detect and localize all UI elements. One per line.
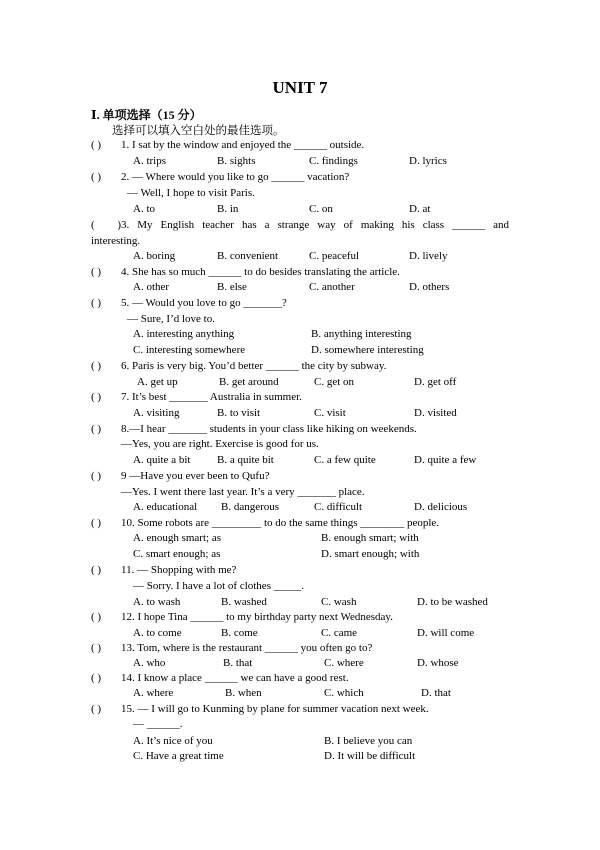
question-stem: 8.—I hear _______ students in your class like hiking on weekends. (121, 423, 417, 435)
option: C. interesting somewhere (133, 344, 246, 356)
option: B. enough smart; with (321, 532, 419, 544)
question-11 (91, 563, 236, 577)
option: D. whose (417, 657, 459, 669)
question-continuation: interesting. (91, 235, 141, 247)
option: C. wash (321, 596, 357, 608)
option: A. where (133, 687, 174, 699)
option: A. other (133, 281, 170, 293)
option: A. It’s nice of you (133, 735, 213, 747)
option: A. educational (133, 501, 198, 513)
question-stem: 12. I hope Tina ______ to my birthday party next Wednesday. (121, 611, 393, 623)
answer-bracket: ( ) (91, 564, 102, 576)
option: A. to come (133, 627, 182, 639)
answer-bracket: ( ) (91, 423, 102, 435)
answer-bracket: ( ) (91, 266, 102, 278)
option: D. get off (414, 376, 457, 388)
option: B. that (223, 657, 253, 669)
option: D. at (409, 203, 431, 215)
option: B. sights (217, 155, 256, 167)
option: A. who (133, 657, 166, 669)
option: D. quite a few (414, 454, 477, 466)
option: B. come (221, 627, 258, 639)
option: D. that (421, 687, 451, 699)
question-4 (91, 265, 400, 279)
option: D. smart enough; with (321, 548, 420, 560)
answer-bracket: ( ) (91, 139, 102, 151)
answer-bracket: ( ) (91, 672, 102, 684)
question-6 (91, 359, 386, 373)
option: A. boring (133, 250, 176, 262)
question-stem: 6. Paris is very big. You’d better ______ the city by subway. (121, 360, 387, 372)
question-10 (91, 516, 439, 530)
answer-bracket: ( ) (91, 703, 102, 715)
option: C. get on (314, 376, 355, 388)
option: C. came (321, 627, 358, 639)
question-stem: 7. It’s best _______ Australia in summer. (121, 391, 302, 403)
option: D. to be washed (417, 596, 488, 608)
question-12 (91, 610, 393, 624)
question-14 (91, 671, 349, 685)
option: A. quite a bit (133, 454, 191, 466)
answer-bracket: ( ) (91, 642, 102, 654)
option: B. washed (221, 596, 267, 608)
question-continuation: — Well, I hope to visit Paris. (127, 187, 255, 199)
question-2 (91, 170, 349, 184)
option: C. findings (309, 155, 358, 167)
instruction: 选择可以填入空白处的最佳选项。 (112, 125, 285, 137)
option: B. anything interesting (311, 328, 412, 340)
question-stem: 14. I know a place ______ we can have a good rest. (121, 672, 349, 684)
option: A. get up (137, 376, 178, 388)
section-heading: Ⅰ. 单项选择（15 分） (91, 108, 202, 122)
question-7 (91, 390, 302, 404)
question-continuation: —Yes, you are right. Exercise is good for us. (121, 438, 319, 450)
question-13 (91, 641, 372, 655)
answer-bracket: ( ) (91, 470, 102, 482)
question-stem: 3. My English teacher has a strange way of making his class ______ and (121, 219, 509, 231)
answer-bracket: ( ) (91, 219, 121, 231)
option: D. somewhere interesting (311, 344, 424, 356)
option: C. smart enough; as (133, 548, 221, 560)
option: C. another (309, 281, 355, 293)
page-title: UNIT 7 (272, 78, 328, 97)
question-continuation: — Sure, I’d love to. (127, 313, 215, 325)
question-15 (91, 702, 429, 716)
option: A. enough smart; as (133, 532, 221, 544)
question-stem: 10. Some robots are _________ to do the same things ________ people. (121, 517, 440, 529)
question-1 (91, 138, 364, 152)
question-stem: 5. — Would you love to go _______? (121, 297, 287, 309)
option: A. visiting (133, 407, 180, 419)
option: B. when (225, 687, 262, 699)
option: A. to (133, 203, 155, 215)
question-continuation: — ______. (133, 718, 183, 730)
option: C. Have a great time (133, 750, 224, 762)
option: C. peaceful (309, 250, 360, 262)
question-continuation: —Yes. I went there last year. It’s a very _______ place. (121, 486, 365, 498)
option: B. get around (219, 376, 279, 388)
option: A. interesting anything (133, 328, 235, 340)
option: D. will come (417, 627, 475, 639)
option: B. convenient (217, 250, 279, 262)
option: C. a few quite (314, 454, 376, 466)
answer-bracket: ( ) (91, 297, 102, 309)
option: D. others (409, 281, 450, 293)
question-8 (91, 422, 417, 436)
option: B. in (217, 203, 239, 215)
question-9 (91, 469, 269, 483)
option: C. visit (314, 407, 346, 419)
option: B. to visit (217, 407, 261, 419)
question-5 (91, 296, 287, 310)
option: D. visited (414, 407, 457, 419)
option: B. else (217, 281, 247, 293)
option: B. dangerous (221, 501, 280, 513)
option: C. where (324, 657, 364, 669)
option: C. difficult (314, 501, 363, 513)
question-stem: 13. Tom, where is the restaurant ______ you often go to? (121, 642, 373, 654)
option: A. trips (133, 155, 166, 167)
question-continuation: — Sorry. I have a lot of clothes _____. (133, 580, 304, 592)
question-stem: 4. She has so much ______ to do besides translating the article. (121, 266, 400, 278)
option: D. It will be difficult (324, 750, 416, 762)
option: D. lyrics (409, 155, 447, 167)
answer-bracket: ( ) (91, 360, 102, 372)
option: A. to wash (133, 596, 181, 608)
answer-bracket: ( ) (91, 391, 102, 403)
question-stem: 15. — I will go to Kunming by plane for summer vacation next week. (121, 703, 429, 715)
option: B. I believe you can (324, 735, 413, 747)
question-stem: 9 —Have you ever been to Qufu? (121, 470, 270, 482)
question-stem: 1. I sat by the window and enjoyed the ______ outside. (121, 139, 365, 151)
option: D. delicious (414, 501, 468, 513)
answer-bracket: ( ) (91, 171, 102, 183)
question-3 (91, 218, 509, 232)
answer-bracket: ( ) (91, 517, 102, 529)
question-stem: 2. — Where would you like to go ______ vacation? (121, 171, 350, 183)
option: D. lively (409, 250, 448, 262)
option: C. on (309, 203, 333, 215)
answer-bracket: ( ) (91, 611, 102, 623)
option: C. which (324, 687, 364, 699)
option: B. a quite bit (217, 454, 274, 466)
question-stem: 11. — Shopping with me? (121, 564, 237, 576)
